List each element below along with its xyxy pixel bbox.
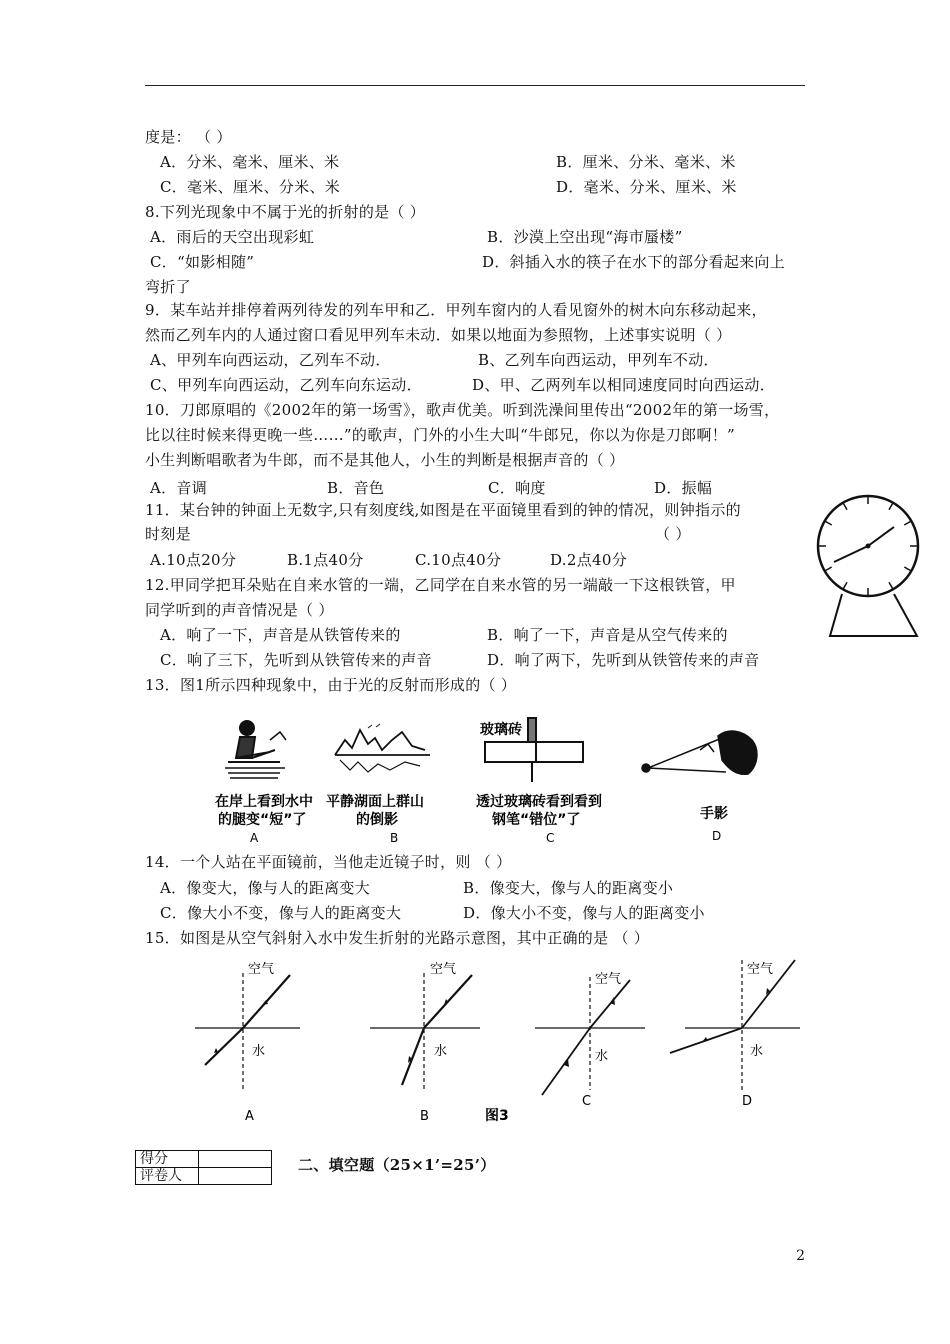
figure-c-label: C [546,831,555,845]
q9-line1: 9．某车站并排停着两列待发的列车甲和乙．甲列车窗内的人看见窗外的树木向东移动起来， [145,301,767,319]
air-label-d: 空气 [747,962,774,977]
q13-stem: 13．图1所示四种现象中，由于光的反射而形成的（ ） [145,676,517,694]
caption-c-line1: 透过玻璃砖看到看到 [476,794,602,810]
grader-label: 评卷人 [136,1168,199,1185]
q9-option-b: B、乙列车向西运动，甲列车不动． [478,351,719,369]
figure-d-hand-shadow [642,731,757,774]
q11-line1: 11．某台钟的钟面上无数字,只有刻度线,如图是在平面镜里看到的钟的情况，则钟指示的 [145,501,741,519]
q8-option-c: C．“如影相随” [150,253,255,271]
diagram-c-label: C [582,1094,592,1109]
q13-figure [180,710,780,845]
q7-option-a: A．分米、毫米、厘米、米 [160,153,340,171]
water-label-a: 水 [252,1044,266,1059]
water-label-d: 水 [750,1044,764,1059]
q12-option-d: D．响了两下，先听到从铁管传来的声音 [487,651,760,669]
q11-option-a: A.10点20分 [150,551,237,569]
glass-brick-label: 玻璃砖 [480,722,522,738]
caption-a-line1: 在岸上看到水中 [215,794,313,810]
q7-option-c: C．毫米、厘米、分米、米 [160,178,341,196]
mirror-clock-figure [812,490,927,640]
q8-option-d: D．斜插入水的筷子在水下的部分看起来向上 [482,253,786,271]
q12-line2: 同学听到的声音情况是（ ） [145,601,334,619]
grader-row [136,1168,272,1185]
q11-option-d: D.2点40分 [550,551,627,569]
q12-option-c: C．响了三下，先听到从铁管传来的声音 [160,651,432,669]
q14-option-c: C．像大小不变，像与人的距离变大 [160,904,402,922]
water-label-c: 水 [595,1049,609,1064]
q12-line1: 12.甲同学把耳朵贴在自来水管的一端，乙同学在自来水管的另一端敲一下这根铁管，甲 [145,576,736,594]
refraction-diagram-a [195,961,300,1124]
q14-stem: 14．一个人站在平面镜前，当他走近镜子时，则 （ ） [145,853,512,871]
clock-stand [830,594,917,636]
q7-option-d: D．毫米、分米、厘米、米 [556,178,737,196]
score-label: 得分 [136,1151,199,1168]
diagram-d-label: D [742,1094,753,1109]
refraction-diagram-d [670,960,800,1109]
caption-d: 手影 [700,806,728,822]
clock-hand-long [834,546,868,562]
figure-a-label: A [250,831,259,845]
q11-option-b: B.1点40分 [287,551,364,569]
q11-line2: 时刻是 [145,525,191,543]
refraction-diagram-c [535,971,645,1109]
q9-option-d: D、甲、乙两列车以相同速度同时向西运动． [472,376,776,394]
water-label-b: 水 [434,1044,448,1059]
header-rule [145,85,805,86]
q7-tail: 度是： （ ） [145,128,232,146]
q7-option-b: B．厘米、分米、毫米、米 [556,153,736,171]
figure-a-person-water [225,721,286,778]
diagram-a-label: A [245,1109,254,1124]
page-number: 2 [796,1248,805,1264]
q10-line1: 10．刀郎原唱的《2002年的第一场雪》，歌声优美。听到洗澡间里传出“2002年的第一场雪， [145,401,780,419]
caption-b-line1: 平静湖面上群山 [326,794,424,810]
air-label-c: 空气 [595,972,622,987]
clock-hand-short [868,527,894,546]
refraction-diagram-b [370,961,480,1124]
caption-b-line2: 的倒影 [356,812,398,828]
figure3-label: 图3 [485,1108,509,1124]
q9-option-c: C、甲列车向西运动，乙列车向东运动． [150,376,422,394]
clock-center [866,544,871,549]
air-label-a: 空气 [248,962,275,977]
q8-option-b: B．沙漠上空出现“海市蜃楼” [487,228,683,246]
q10-option-a: A．音调 [150,479,208,497]
q15-refraction-figure [190,955,810,1130]
q8-stem: 8.下列光现象中不属于光的折射的是（ ） [145,203,426,221]
q14-option-b: B．像变大，像与人的距离变小 [463,879,674,897]
grader-value-cell[interactable] [199,1168,272,1185]
section-title: 二、填空题（25×1’=25’） [298,1156,496,1174]
q11-paren: （ ） [655,525,691,543]
q10-option-d: D．振幅 [654,479,713,497]
q10-option-b: B．音色 [327,479,385,497]
q9-line2: 然而乙列车内的人通过窗口看见甲列车未动．如果以地面为参照物，上述事实说明（ ） [145,326,732,344]
q14-option-a: A．像变大，像与人的距离变大 [160,879,371,897]
figure-d-label: D [712,829,722,843]
q12-option-b: B．响了一下，声音是从空气传来的 [487,626,728,644]
q12-option-a: A．响了一下，声音是从铁管传来的 [160,626,401,644]
figure-b-label: B [390,831,399,845]
score-row [136,1151,272,1168]
caption-a-line2: 的腿变“短”了 [218,812,307,828]
q10-option-c: C．响度 [488,479,546,497]
q14-option-d: D．像大小不变，像与人的距离变小 [463,904,705,922]
caption-c-line2: 钢笔“错位”了 [492,812,581,828]
q10-line3: 小生判断唱歌者为牛郎，而不是其他人，小生的判断是根据声音的（ ） [145,451,625,469]
q10-line2: 比以往时候来得更晚一些……”的歌声，门外的小生大叫“牛郎兄，你以为你是刀郎啊！” [145,426,736,444]
q11-option-c: C.10点40分 [415,551,502,569]
score-table [135,1150,272,1185]
q9-option-a: A、甲列车向西运动，乙列车不动． [150,351,391,369]
q8-option-a: A．雨后的天空出现彩虹 [150,228,315,246]
air-label-b: 空气 [430,962,457,977]
q8-option-d-cont: 弯折了 [145,278,191,296]
figure-b-mountains-reflection [335,724,430,772]
score-value-cell[interactable] [199,1151,272,1168]
diagram-b-label: B [420,1109,429,1124]
q15-stem: 15．如图是从空气斜射入水中发生折射的光路示意图，其中正确的是 （ ） [145,929,650,947]
